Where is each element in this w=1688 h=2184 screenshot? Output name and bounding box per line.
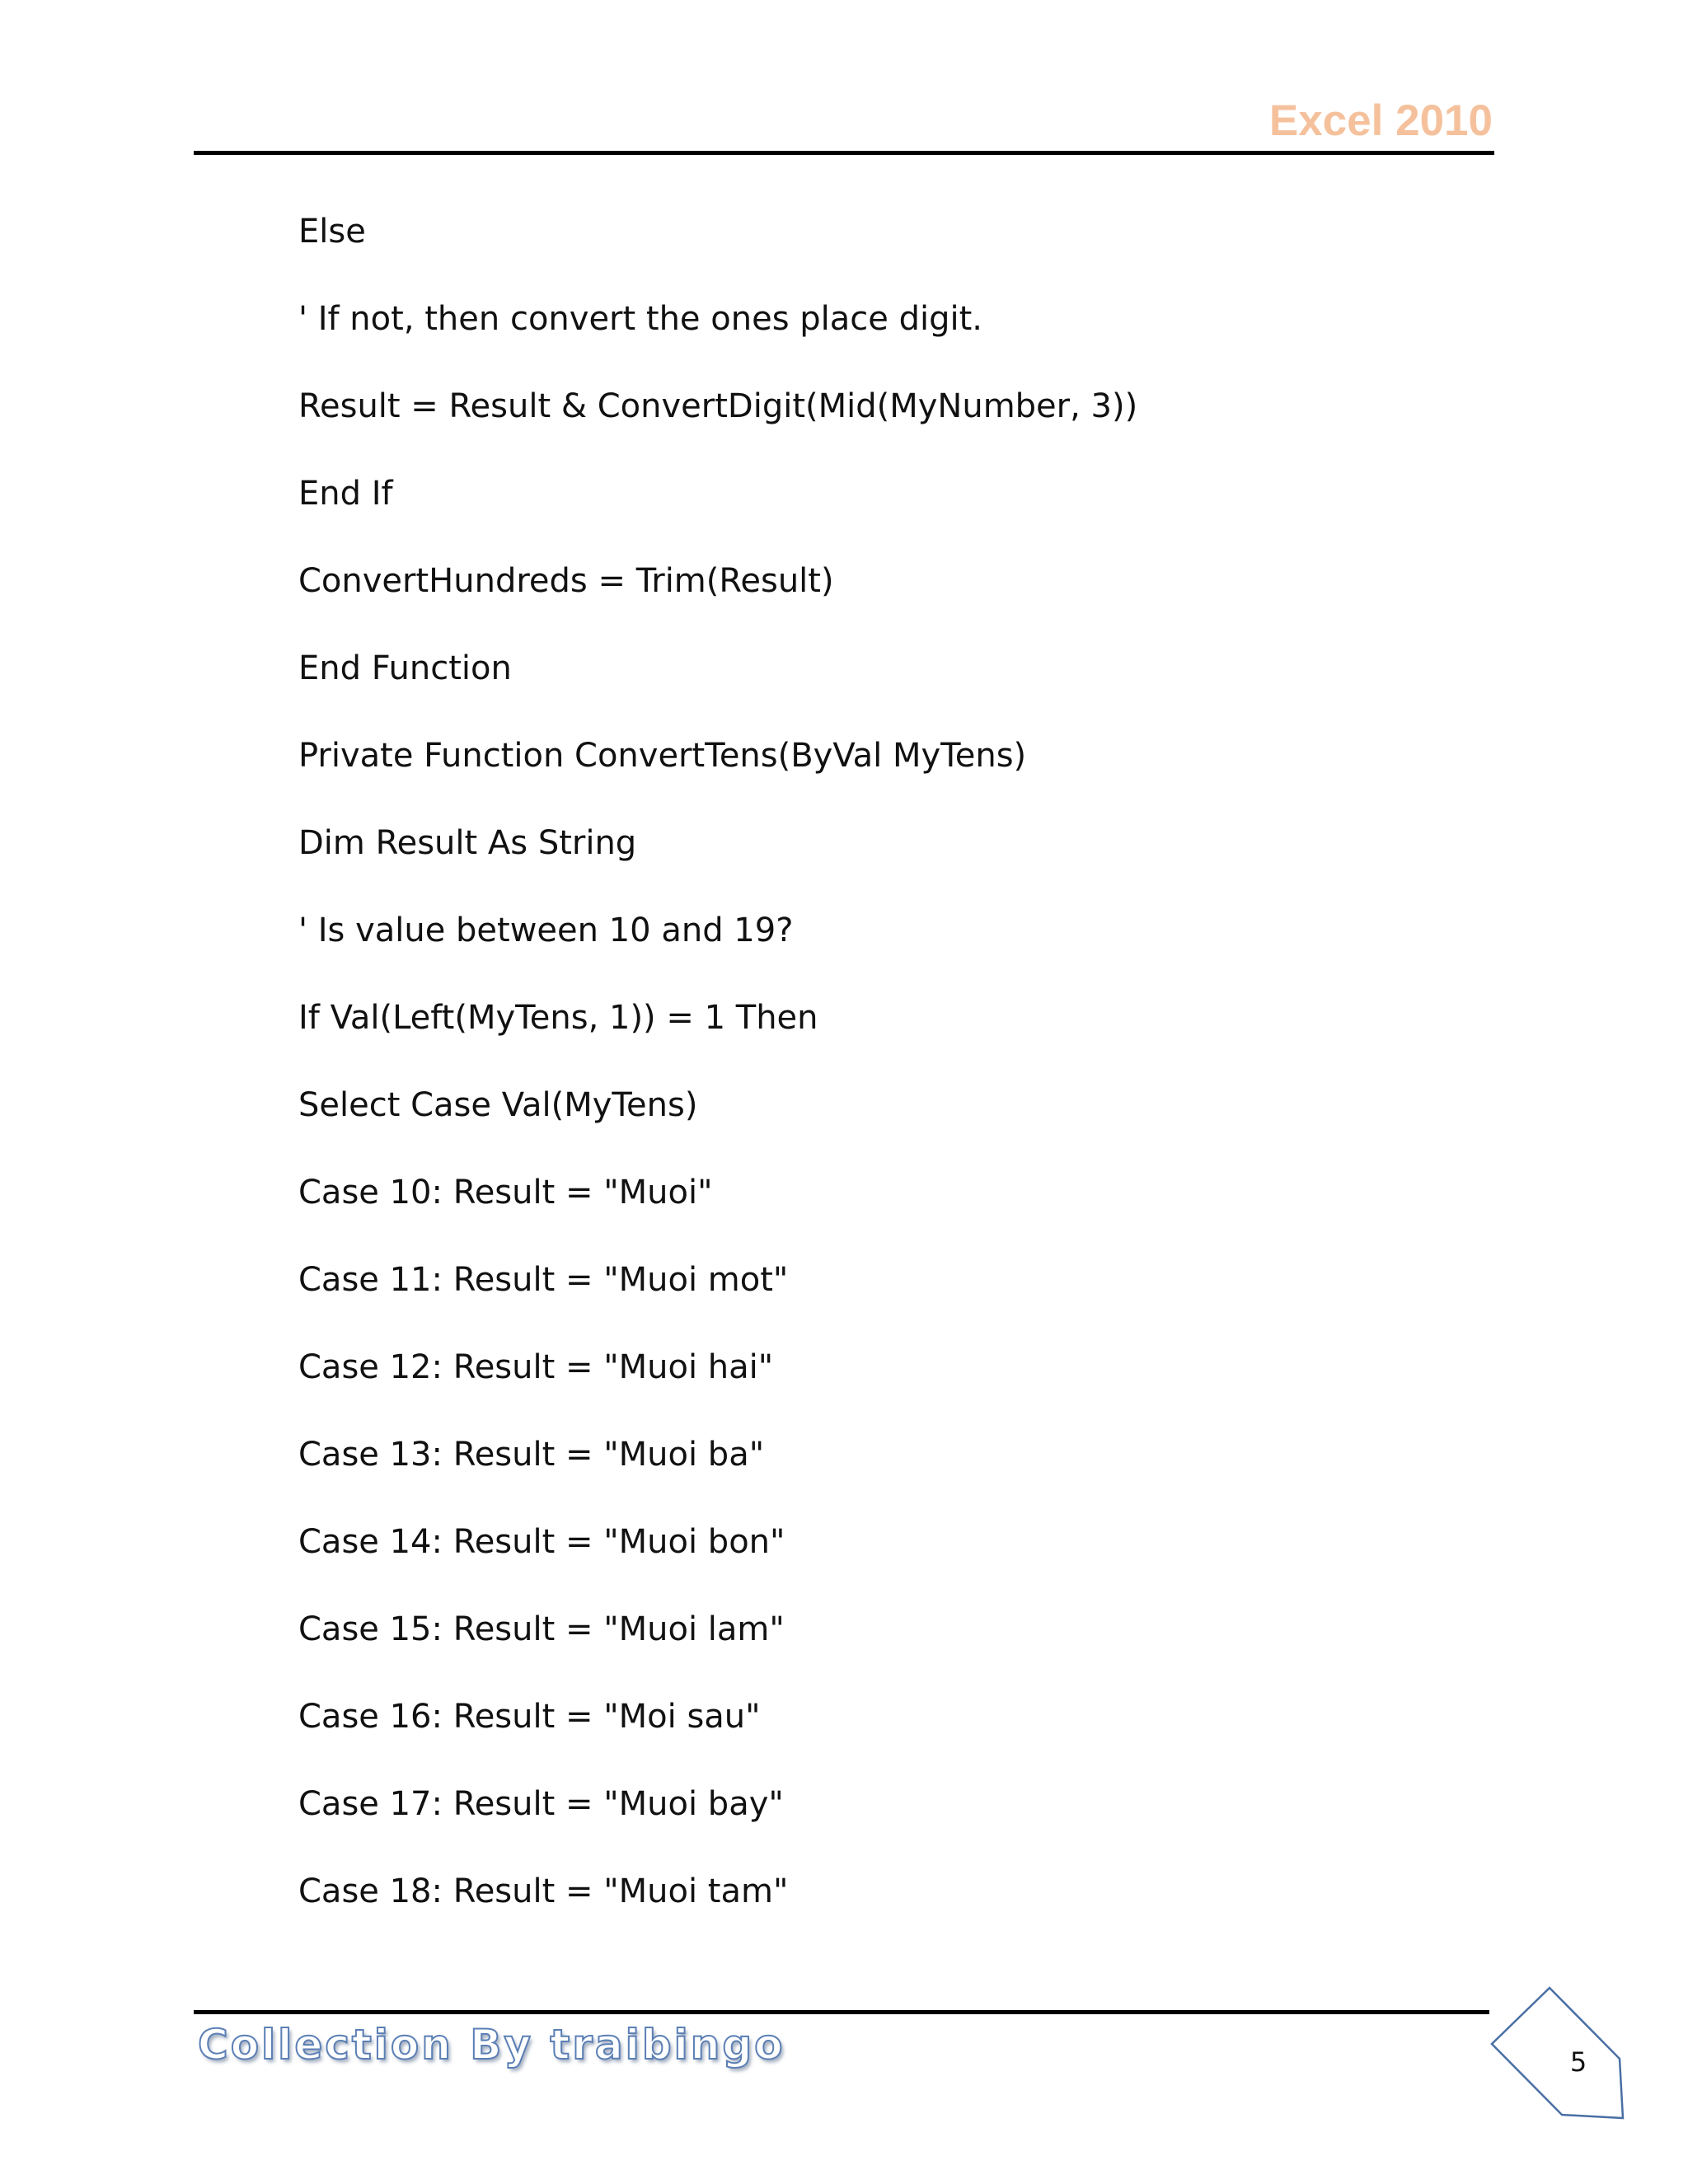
code-line: Else bbox=[298, 213, 366, 251]
footer-rule bbox=[194, 2010, 1489, 2014]
page-number: 5 bbox=[1569, 2046, 1587, 2078]
code-line: Case 17: Result = "Muoi bay" bbox=[298, 1785, 784, 1823]
code-line: Dim Result As String bbox=[298, 824, 637, 862]
code-line: Case 13: Result = "Muoi ba" bbox=[298, 1436, 765, 1474]
header-rule bbox=[194, 151, 1494, 155]
code-line: Case 12: Result = "Muoi hai" bbox=[298, 1348, 774, 1386]
code-line: ' If not, then convert the ones place digit. bbox=[298, 300, 982, 338]
code-line: Case 15: Result = "Muoi lam" bbox=[298, 1610, 785, 1648]
code-line: Case 16: Result = "Moi sau" bbox=[298, 1698, 761, 1736]
code-line: End Function bbox=[298, 649, 512, 687]
code-line: ConvertHundreds = Trim(Result) bbox=[298, 562, 834, 600]
code-line: Private Function ConvertTens(ByVal MyTens) bbox=[298, 737, 1027, 775]
page-badge-icon bbox=[1488, 1986, 1628, 2126]
code-line: End If bbox=[298, 475, 393, 513]
code-block bbox=[298, 204, 1137, 1952]
code-line: Case 11: Result = "Muoi mot" bbox=[298, 1261, 789, 1299]
code-line: Case 14: Result = "Muoi bon" bbox=[298, 1523, 785, 1561]
footer-brand: Collection By traibingo bbox=[198, 2021, 785, 2069]
code-line: ' Is value between 10 and 19? bbox=[298, 912, 794, 949]
header-title: Excel 2010 bbox=[1268, 96, 1493, 145]
code-line: Select Case Val(MyTens) bbox=[298, 1086, 698, 1124]
code-line: If Val(Left(MyTens, 1)) = 1 Then bbox=[298, 999, 818, 1037]
code-line: Case 18: Result = "Muoi tam" bbox=[298, 1872, 789, 1910]
code-line: Case 10: Result = "Muoi" bbox=[298, 1174, 713, 1212]
code-line: Result = Result & ConvertDigit(Mid(MyNumber, 3)) bbox=[298, 387, 1138, 425]
